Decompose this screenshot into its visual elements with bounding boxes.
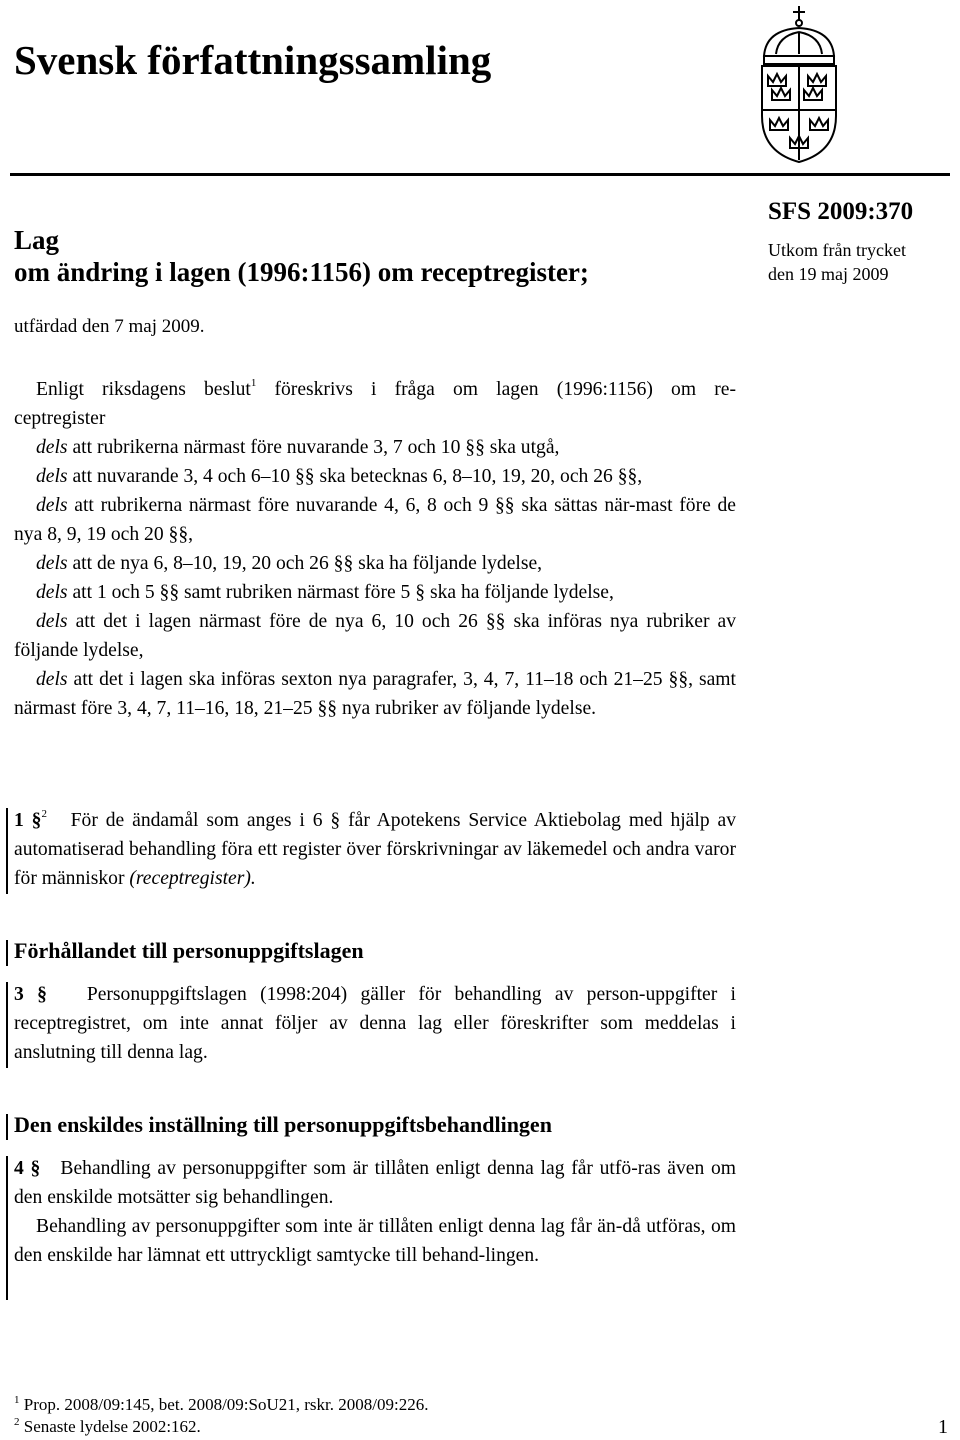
document-title-block bbox=[14, 224, 589, 288]
section-heading: Förhållandet till personuppgiftslagen bbox=[14, 938, 364, 963]
publication-note-line2: den 19 maj 2009 bbox=[768, 264, 889, 284]
sfs-number: SFS 2009:370 bbox=[768, 198, 914, 225]
section-number: 4 § bbox=[14, 1158, 41, 1179]
swedish-coat-of-arms-icon bbox=[756, 4, 842, 164]
series-title: Svensk författningssamling bbox=[14, 37, 492, 83]
section-heading: Den enskildes inställning till personuppgiftsbehandlingen bbox=[14, 1112, 552, 1137]
section-1: 1 §$^2$ För de ändamål som anges i 6 § får Apotekens Service Aktiebolag med hjälp av automatiserad behandling föra ett register över förskrivningar av läkemedel och andra varor för människor (receptregister). bbox=[14, 808, 736, 889]
section-3: 3 § Personuppgiftslagen (1998:204) gäller för behandling av person-uppgifter i receptregistret, om inte annat följer av denna lag eller föreskrifter som meddelas i anslutning till denna lag. bbox=[14, 984, 737, 1063]
section-4: 4 § Behandling av personuppgifter som är tillåten enligt denna lag får utfö-ras även om den enskilde motsätter sig behandlingen. Behandling av personuppgifter som inte är tillåten enligt denna lag får än-då utföras, om den enskilde har lämnat ett uttryckligt samtycke till behand-lingen. bbox=[14, 1158, 736, 1266]
dels-item: dels att nuvarande 3, 4 och 6–10 §§ ska betecknas 6, 8–10, 19, 20, och 26 §§, bbox=[36, 466, 643, 487]
dels-item: dels att det i lagen närmast före de nya 6, 10 och 26 §§ ska införas nya rubriker av följande lydelse, bbox=[14, 611, 736, 661]
document-type: Lag bbox=[14, 225, 60, 255]
change-bar bbox=[6, 982, 8, 1068]
publication-note bbox=[768, 238, 906, 286]
section-number: 3 § bbox=[14, 984, 47, 1005]
dels-item: dels att det i lagen ska införas sexton nya paragrafer, 3, 4, 7, 11–18 och 21–25 §§, samt närmast före 3, 4, 7, 11–16, 18, 21–25 §§ nya rubriker av följande lydelse. bbox=[14, 669, 736, 719]
intro-text bbox=[14, 375, 736, 723]
intro-lead: Enligt riksdagens beslut$^1$ föreskrivs i fråga om lagen (1996:1156) om re- ceptregister bbox=[14, 377, 736, 429]
footnote-ref-1: 1 bbox=[250, 377, 257, 389]
change-bar bbox=[6, 1156, 8, 1300]
change-bar bbox=[6, 940, 8, 966]
dels-item: dels att de nya 6, 8–10, 19, 20 och 26 §§ ska ha följande lydelse, bbox=[36, 553, 543, 574]
dels-item: dels att rubrikerna närmast före nuvarande 3, 7 och 10 §§ ska utgå, bbox=[36, 437, 560, 458]
page-number: 1 bbox=[938, 1416, 948, 1438]
dels-item: dels att rubrikerna närmast före nuvarande 4, 6, 8 och 9 §§ ska sättas när-mast före de nya 8, 9, 19 och 20 §§, bbox=[14, 495, 736, 545]
issued-date: utfärdad den 7 maj 2009. bbox=[14, 316, 205, 337]
publication-note-line1: Utkom från trycket bbox=[768, 240, 906, 260]
change-bar bbox=[6, 808, 8, 894]
header-rule bbox=[10, 173, 950, 176]
section-number: 1 § bbox=[14, 810, 42, 831]
footnote-1: $^1$ Prop. 2008/09:145, bet. 2008/09:SoU21, rskr. 2008/09:226. bbox=[14, 1394, 429, 1414]
defined-term: (receptregister). bbox=[129, 868, 256, 889]
footnote-ref-2: 2 bbox=[41, 808, 47, 820]
change-bar bbox=[6, 1114, 8, 1140]
footnote-2: $^2$ Senaste lydelse 2002:162. bbox=[14, 1416, 201, 1436]
document-title: om ändring i lagen (1996:1156) om receptregister; bbox=[14, 257, 589, 287]
dels-item: dels att 1 och 5 §§ samt rubriken närmast före 5 § ska ha följande lydelse, bbox=[36, 582, 614, 603]
